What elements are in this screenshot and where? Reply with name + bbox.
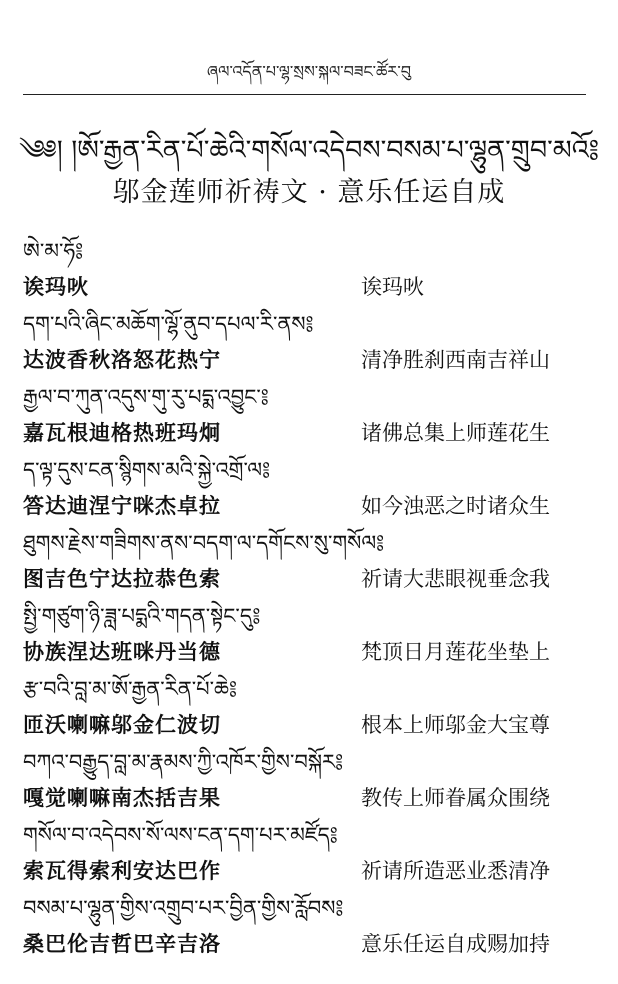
verse-10	[23, 890, 598, 963]
verse-pair	[23, 853, 598, 890]
verse-pair	[23, 269, 598, 306]
verse-pair	[23, 415, 598, 452]
verse-pair	[23, 342, 598, 379]
verse-9	[23, 817, 598, 890]
verse-pair	[23, 488, 598, 525]
translation-line: 梵顶日月莲花坐垫上	[361, 640, 550, 664]
verse-pair	[23, 707, 598, 744]
verse-5	[23, 525, 598, 598]
phonetic-line: 协族涅达班咪丹当德	[23, 640, 221, 664]
tibetan-line: དག་པའི་ཞིང་མཆོག་ལྷོ་ནུབ་དཔལ་རི་ནས༔	[23, 312, 314, 336]
verse-4	[23, 452, 598, 525]
translation-line: 教传上师眷属众围绕	[361, 786, 550, 810]
verse-1	[23, 269, 598, 306]
verse-3	[23, 379, 598, 452]
phonetic-line: 达波香秋洛怒花热宁	[23, 348, 221, 372]
prayer-body	[23, 233, 598, 963]
verse-8	[23, 744, 598, 817]
invocation-tibetan: ཨེ་མ་ཧོ༔	[23, 239, 84, 263]
title-tibetan: ༄༅། །ཨོ་རྒྱན་རིན་པོ་ཆེའི་གསོལ་འདེབས་བསམ་པ་ལྷུན་གྲུབ་མའོ༔	[18, 135, 600, 166]
translation-line: 清净胜刹西南吉祥山	[361, 348, 550, 372]
tibetan-line: བཀའ་བརྒྱུད་བླ་མ་རྣམས་ཀྱི་འཁོར་གྱིས་བསྐོར༔	[23, 750, 344, 774]
verse-6	[23, 598, 598, 671]
tibetan-line: རྒྱལ་བ་ཀུན་འདུས་གུ་རུ་པདྨ་འབྱུང་༔	[23, 385, 269, 409]
running-header: ཞལ་འདོན་པ་ལྷ་སྲས་སྐལ་བཟང་ཚོར་བུ	[206, 62, 412, 81]
translation-line: 祈请大悲眼视垂念我	[361, 567, 550, 591]
verse-pair	[23, 926, 598, 963]
translation-line: 如今浊恶之时诸众生	[361, 494, 550, 518]
header-divider	[23, 94, 586, 95]
tibetan-line: སྤྱི་གཙུག་ཉི་ཟླ་པདྨའི་གདན་སྟེང་དུ༔	[23, 604, 261, 628]
tibetan-line: བསམ་པ་ལྷུན་གྱིས་འགྲུབ་པར་བྱིན་གྱིས་རློབས༔	[23, 896, 344, 920]
verse-pair	[23, 780, 598, 817]
tibetan-line: རྩ་བའི་བླ་མ་ཨོ་རྒྱན་རིན་པོ་ཆེ༔	[23, 677, 237, 701]
phonetic-line: 图吉色宁达拉恭色索	[23, 567, 221, 591]
phonetic-line: 桑巴伦吉哲巴辛吉洛	[23, 932, 221, 956]
phonetic-line: 答达迪涅宁咪杰卓拉	[23, 494, 221, 518]
tibetan-line: ད་ལྟ་དུས་ངན་སྙིགས་མའི་སྐྱེ་འགྲོ་ལ༔	[23, 458, 271, 482]
verse-7	[23, 671, 598, 744]
tibetan-line: ཐུགས་རྗེས་གཟིགས་ནས་བདག་ལ་དགོངས་སུ་གསོལ༔	[23, 531, 385, 555]
verse-pair	[23, 561, 598, 598]
phonetic-line: 嘉瓦根迪格热班玛炯	[23, 421, 221, 445]
tibetan-line: གསོལ་བ་འདེབས་སོ་ལས་ངན་དག་པར་མཛོད༔	[23, 823, 338, 847]
translation-line: 意乐任运自成赐加持	[361, 932, 550, 956]
translation-line: 根本上师邬金大宝尊	[361, 713, 550, 737]
verse-pair	[23, 634, 598, 671]
translation-line: 祈请所造恶业悉清净	[361, 859, 550, 883]
title-chinese: 邬金莲师祈祷文 · 意乐任运自成	[112, 177, 506, 208]
translation-line: 诶玛吙	[361, 275, 424, 299]
phonetic-line: 诶玛吙	[23, 275, 89, 299]
phonetic-line: 匝沃喇嘛邬金仁波切	[23, 713, 221, 737]
phonetic-line: 嘎觉喇嘛南杰括吉果	[23, 786, 221, 810]
translation-line: 诸佛总集上师莲花生	[361, 421, 550, 445]
verse-2	[23, 306, 598, 379]
phonetic-line: 索瓦得索利安达巴作	[23, 859, 221, 883]
